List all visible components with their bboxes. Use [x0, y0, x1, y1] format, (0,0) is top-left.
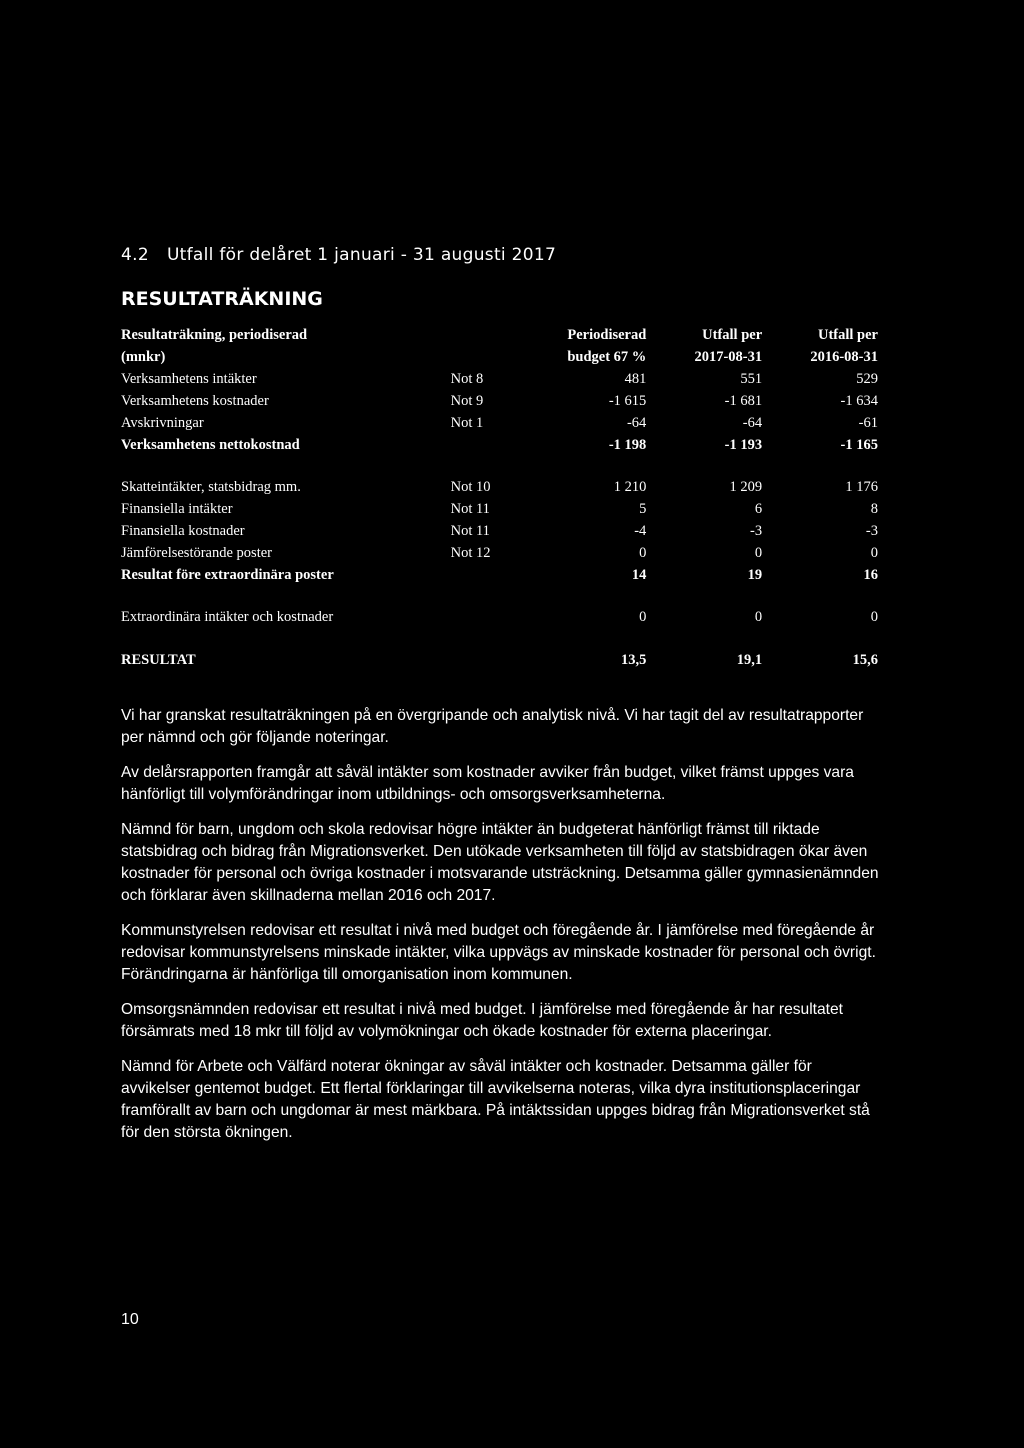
table-row: Jämförelsestörande poster Not 12 0 0 0	[121, 544, 878, 561]
table-row: Skatteintäkter, statsbidrag mm. Not 10 1 210 1 209 1 176	[121, 478, 878, 495]
table-row-subtotal: Resultat före extraordinära poster 14 19 16	[121, 566, 878, 583]
paragraph: Kommunstyrelsen redovisar ett resultat i nivå med budget och föregående år. I jämförelse med föregående år redovisar kommunstyrelsens minskade intäkter, vilka uppvägs av minskade kostnader för personal och övrigt. Förändringarna är hänförliga till omorganisation inom kommunen.	[121, 922, 876, 983]
header-utfall-2017-date: 2017-08-31	[694, 348, 763, 365]
table-row: Avskrivningar Not 1 -64 -64 -61	[121, 414, 878, 431]
table-row-subtotal: Verksamhetens nettokostnad -1 198 -1 193 -1 165	[121, 436, 878, 453]
table-row-result: RESULTAT 13,5 19,1 15,6	[121, 651, 878, 668]
table-header-row	[121, 346, 878, 368]
table-header-row	[121, 324, 878, 346]
table-row: Extraordinära intäkter och kostnader 0 0 0	[121, 608, 878, 625]
paragraph: Av delårsrapporten framgår att såväl intäkter som kostnader avviker från budget, vilket främst uppges vara hänförligt till volymförändringar inom utbildnings- och omsorgsverksamheterna.	[121, 764, 854, 803]
paragraph: Nämnd för Arbete och Välfärd noterar ökningar av såväl intäkter och kostnader. Detsamma gäller för avvikelser gentemot budget. Ett flertal förklaringar till avvikelserna noteras, vilka dyra institutionsplaceringar framförallt av barn och ungdomar är mest märkbara. På intäktssidan uppges bidrag från Migrationsverket stå för den största ökningen.	[121, 1058, 870, 1141]
table-row: Finansiella kostnader Not 11 -4 -3 -3	[121, 522, 878, 539]
income-statement-table	[121, 324, 878, 672]
section-heading	[121, 245, 556, 265]
header-label: Resultaträkning, periodiserad	[121, 326, 308, 343]
header-utfall-2016: Utfall per	[818, 326, 878, 343]
paragraph: Vi har granskat resultaträkningen på en övergripande och analytisk nivå. Vi har tagit del av resultatrapporter per nämnd och gör följande noteringar.	[121, 707, 864, 746]
report-title: RESULTATRÄKNING	[121, 288, 323, 310]
header-utfall-2016-date: 2016-08-31	[810, 348, 878, 365]
page-number: 10	[121, 1311, 139, 1328]
header-unit: (mnkr)	[121, 348, 166, 365]
section-number: 4.2	[121, 245, 149, 265]
paragraph: Nämnd för barn, ungdom och skola redovisar högre intäkter än budgeterat hänförligt främst till riktade statsbidrag och bidrag från Migrationsverket. Den utökade verksamheten till följd av statsbidragen ökar även kostnader för personal och övriga kostnader i motsvarande utsträckning. Detsamma gäller gymnasienämnden och förklarar även skillnaderna mellan 2016 och 2017.	[121, 821, 879, 904]
body-text	[121, 705, 881, 1157]
header-budget: Periodiserad	[567, 326, 647, 343]
table-row: Verksamhetens kostnader Not 9 -1 615 -1 681 -1 634	[121, 392, 878, 409]
header-utfall-2017: Utfall per	[702, 326, 763, 343]
table-row: Finansiella intäkter Not 11 5 6 8	[121, 500, 878, 517]
header-budget-sub: budget 67 %	[567, 348, 647, 365]
section-title: Utfall för delåret 1 januari - 31 augusti 2017	[166, 245, 557, 265]
table-row: Verksamhetens intäkter Not 8 481 551 529	[121, 370, 878, 387]
paragraph: Omsorgsnämnden redovisar ett resultat i nivå med budget. I jämförelse med föregående år har resultatet försämrats med 18 mkr till följd av volymökningar och ökade kostnader för externa placeringar.	[121, 1001, 844, 1040]
